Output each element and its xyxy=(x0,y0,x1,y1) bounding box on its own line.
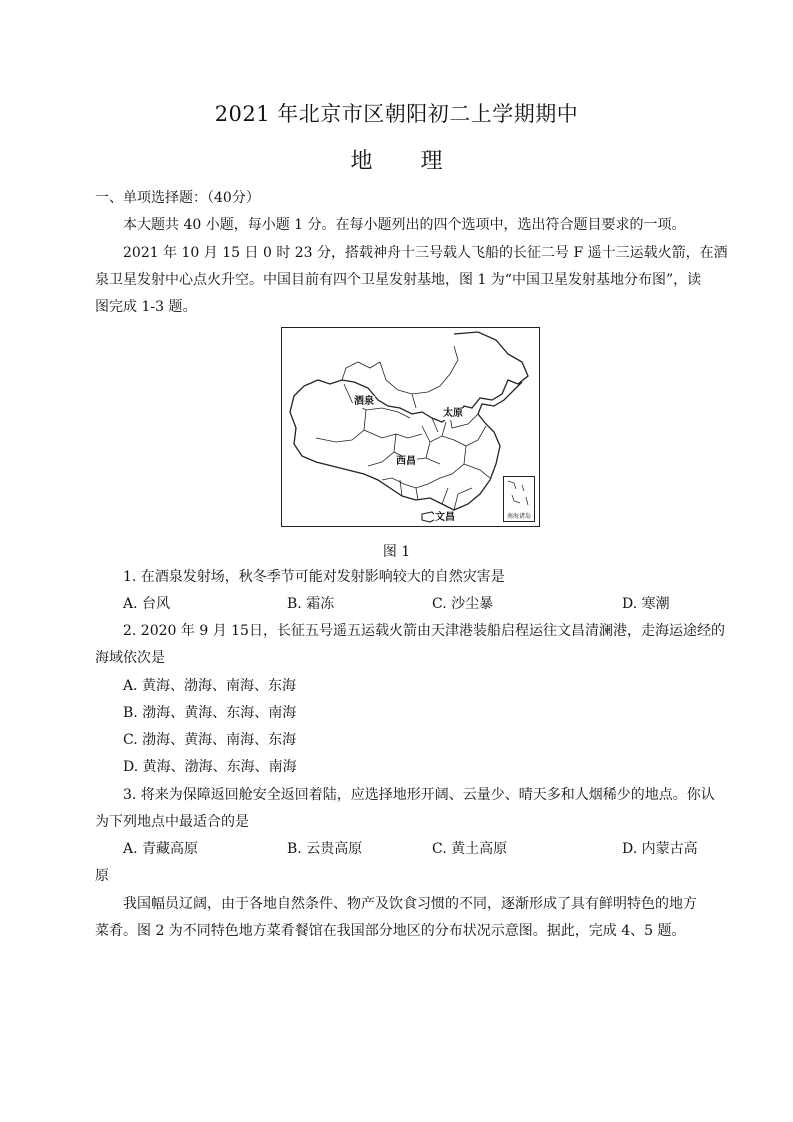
q1-option-a: A. 台风 xyxy=(123,596,171,612)
label-wenchang: 文昌 xyxy=(435,512,455,523)
passage1-line-1: 2021 年 10 月 15 日 0 时 23 分，搭载神舟十三号载人飞船的长征二号 F 遥十三运载火箭，在酒 xyxy=(123,245,728,261)
subject-title xyxy=(0,144,793,175)
china-launch-site-map xyxy=(281,327,540,527)
q3-option-d: D. 内蒙古高 xyxy=(622,841,698,857)
passage2-line-2: 菜肴。图 2 为不同特色地方菜肴餐馆在我国部分地区的分布状况示意图。据此，完成 4、5 题。 xyxy=(95,923,686,939)
label-jiuquan: 酒泉 xyxy=(354,396,374,407)
q2-option-a: A. 黄海、渤海、南海、东海 xyxy=(123,678,297,694)
inset-label: 南海诸岛 xyxy=(506,513,531,520)
q1-option-d: D. 寒潮 xyxy=(622,596,670,612)
q1-option-b: B. 霜冻 xyxy=(287,596,335,612)
q1-option-c: C. 沙尘暴 xyxy=(432,596,494,612)
q2-option-d: D. 黄海、渤海、东海、南海 xyxy=(123,759,297,775)
south-china-sea-inset xyxy=(503,476,535,522)
q3-option-b: B. 云贵高原 xyxy=(287,841,363,857)
q3-stem-line-2: 为下列地点中最适合的是 xyxy=(95,814,249,830)
section-heading: 一、单项选择题：（40分） xyxy=(95,190,260,206)
label-xichang: 西昌 xyxy=(396,456,416,467)
q2-stem-line-1: 2. 2020 年 9 月 15日，长征五号遥五运载火箭由天津港装船启程运往文昌清澜港，走海运途经的 xyxy=(123,623,725,639)
q3-stem-line-1: 3. 将来为保障返回舱安全返回着陆，应选择地形开阔、云量少、晴天多和人烟稀少的地点。你认 xyxy=(123,787,715,803)
passage2-line-1: 我国幅员辽阔，由于各地自然条件、物产及饮食习惯的不同，逐渐形成了具有鲜明特色的地方 xyxy=(123,896,697,912)
passage1-line-2: 泉卫星发射中心点火升空。中国目前有四个卫星发射基地，图 1 为“中国卫星发射基地分布图”，读 xyxy=(95,272,702,288)
q1-options xyxy=(123,594,701,614)
q3-option-c: C. 黄土高原 xyxy=(432,841,508,857)
china-map-outline xyxy=(282,328,538,525)
q3-option-a: A. 青藏高原 xyxy=(123,841,199,857)
q2-stem-line-2: 海域依次是 xyxy=(95,650,165,666)
q2-option-b: B. 渤海、黄海、东海、南海 xyxy=(123,705,297,721)
q3-options xyxy=(123,839,701,859)
q2-option-c: C. 渤海、黄海、南海、东海 xyxy=(123,732,297,748)
label-taiyuan: 太原 xyxy=(443,408,463,419)
exam-title: 2021 年北京市区朝阳初二上学期期中 xyxy=(214,102,579,126)
figure1-caption: 图 1 xyxy=(382,544,411,560)
inset-outline xyxy=(504,477,532,511)
q1-stem: 1. 在酒泉发射场，秋冬季节可能对发射影响较大的自然灾害是 xyxy=(123,569,505,585)
section-instruction: 本大题共 40 小题，每小题 1 分。在每小题列出的四个选项中，选出符合题目要求的一项。 xyxy=(123,217,686,233)
passage1-line-3: 图完成 1-3 题。 xyxy=(95,299,197,315)
q3-option-d-overflow: 原 xyxy=(95,868,109,884)
subject-char-1: 地 xyxy=(350,149,373,174)
subject-char-2: 理 xyxy=(420,149,443,174)
